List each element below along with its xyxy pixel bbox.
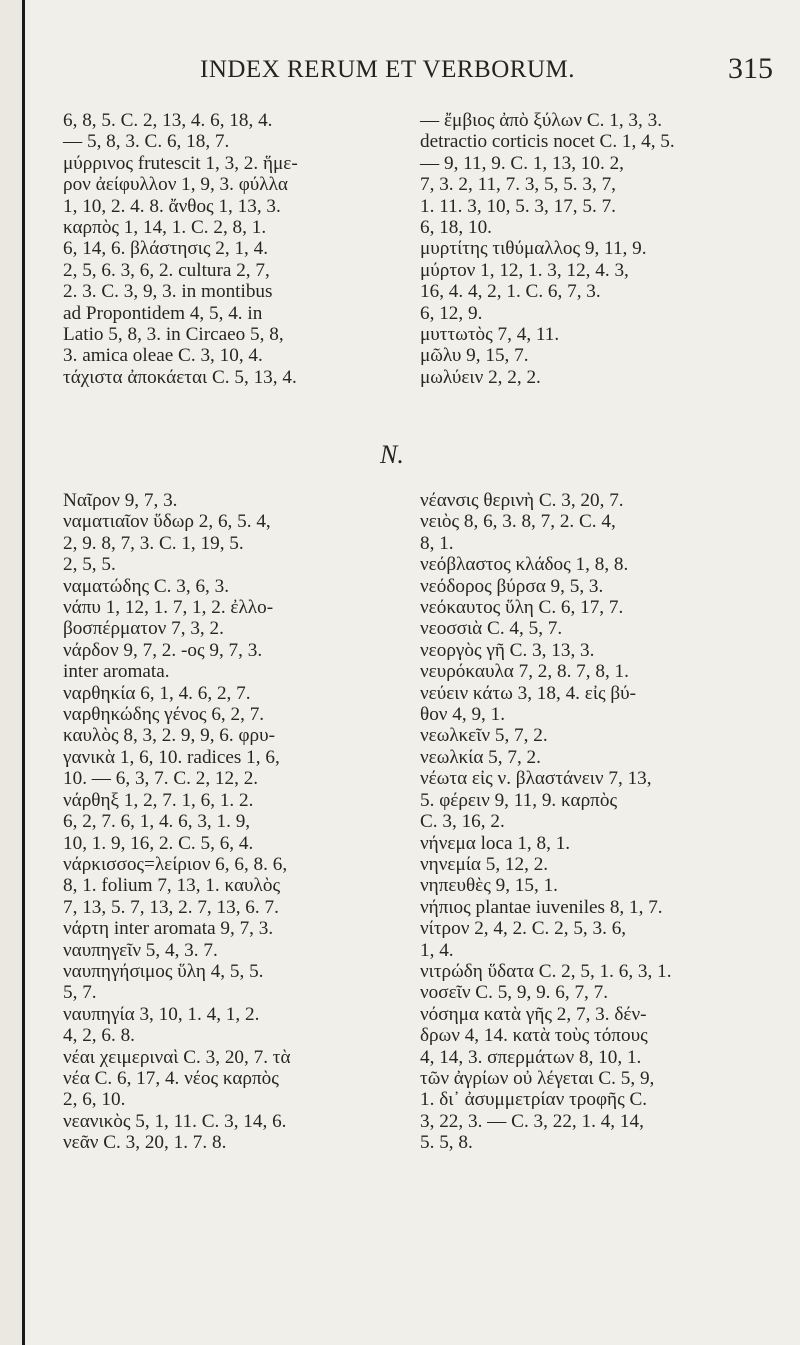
index-line: νηπευθὲς 9, 15, 1.	[420, 875, 558, 897]
index-line: 2, 5, 5.	[63, 554, 116, 576]
index-line: ναυπηγήσιμος ὕλη 4, 5, 5.	[63, 960, 264, 982]
index-line: 3, 22, 3. — C. 3, 22, 1. 4, 14,	[420, 1110, 644, 1132]
index-line: 5. 5, 8.	[420, 1132, 473, 1154]
index-line: νόσημα κατὰ γῆς 2, 7, 3. δέν-	[420, 1003, 647, 1025]
bottom-left-column	[63, 490, 383, 1154]
index-line: νεανικὸς 5, 1, 11. C. 3, 14, 6.	[63, 1110, 287, 1132]
index-line: — ἔμβιος ἀπὸ ξύλων C. 1, 3, 3.	[420, 110, 662, 131]
running-title: INDEX RERUM ET VERBORUM.	[200, 56, 575, 83]
index-line: ναρθηκώδης γένος 6, 2, 7.	[63, 704, 265, 726]
index-line: μύρρινος frutescit 1, 3, 2. ἥμε-	[63, 152, 298, 174]
index-line: μυττωτὸς 7, 4, 11.	[420, 324, 560, 346]
index-line: 6, 14, 6. βλάστησις 2, 1, 4.	[63, 238, 269, 260]
index-line: Latio 5, 8, 3. in Circaeo 5, 8,	[63, 324, 284, 346]
index-line: νίτρον 2, 4, 2. C. 2, 5, 3. 6,	[420, 918, 627, 940]
index-line: θον 4, 9, 1.	[420, 704, 506, 726]
index-line: ρον ἀείφυλλον 1, 9, 3. φύλλα	[63, 174, 288, 196]
index-line: 7, 3. 2, 11, 7. 3, 5, 5. 3, 7,	[420, 174, 616, 196]
index-line: 5, 7.	[63, 982, 97, 1004]
index-line: νεωλκία 5, 7, 2.	[420, 746, 541, 768]
index-line: detractio corticis nocet C. 1, 4, 5.	[420, 131, 675, 153]
index-line: νειὸς 8, 6, 3. 8, 7, 2. C. 4,	[420, 511, 616, 533]
index-line: 4, 2, 6. 8.	[63, 1025, 135, 1047]
top-right-column	[420, 110, 780, 388]
index-line: 10, 1. 9, 16, 2. C. 5, 6, 4.	[63, 832, 254, 854]
index-line: 6, 12, 9.	[420, 302, 483, 324]
index-line: νέαι χειμεριναὶ C. 3, 20, 7. τὰ	[63, 1046, 291, 1068]
index-line: ναυπηγία 3, 10, 1. 4, 1, 2.	[63, 1003, 260, 1025]
index-line: γανικὰ 1, 6, 10. radices 1, 6,	[63, 746, 280, 768]
index-line: 3. amica oleae C. 3, 10, 4.	[63, 345, 263, 367]
index-line: ναυπηγεῖν 5, 4, 3. 7.	[63, 939, 218, 961]
index-line: ναματώδης C. 3, 6, 3.	[63, 575, 230, 597]
index-line: νάρθηξ 1, 2, 7. 1, 6, 1. 2.	[63, 789, 254, 811]
index-line: μωλύειν 2, 2, 2.	[420, 366, 541, 388]
index-line: 8, 1.	[420, 532, 454, 554]
index-line: 16, 4. 4, 2, 1. C. 6, 7, 3.	[420, 281, 601, 303]
index-line: μύρτον 1, 12, 1. 3, 12, 4. 3,	[420, 259, 629, 281]
index-line: 1. δι᾽ ἀσυμμετρίαν τροφῆς C.	[420, 1089, 648, 1111]
index-line: μυρτίτης τιθύμαλλος 9, 11, 9.	[420, 238, 647, 260]
index-line: νηνεμία 5, 12, 2.	[420, 853, 549, 875]
index-line: νεοσσιὰ C. 4, 5, 7.	[420, 618, 563, 640]
index-line: 2, 5, 6. 3, 6, 2. cultura 2, 7,	[63, 259, 270, 281]
index-line: 6, 18, 10.	[420, 217, 492, 239]
index-line: — 5, 8, 3. C. 6, 18, 7.	[63, 131, 230, 153]
index-line: 1. 11. 3, 10, 5. 3, 17, 5. 7.	[420, 195, 616, 217]
index-line: 1, 10, 2. 4. 8. ἄνθος 1, 13, 3.	[63, 195, 281, 217]
page-header	[25, 50, 800, 90]
section-letter: N.	[380, 440, 404, 469]
index-line: καρπὸς 1, 14, 1. C. 2, 8, 1.	[63, 217, 267, 239]
top-left-column	[63, 110, 383, 388]
index-line: νέωτα εἰς ν. βλαστάνειν 7, 13,	[420, 768, 652, 790]
index-line: 2, 9. 8, 7, 3. C. 1, 19, 5.	[63, 532, 244, 554]
index-line: μῶλυ 9, 15, 7.	[420, 345, 529, 367]
index-line: νεόδορος βύρσα 9, 5, 3.	[420, 575, 604, 597]
index-line: — 9, 11, 9. C. 1, 13, 10. 2,	[420, 152, 624, 174]
page-number: 315	[728, 52, 773, 85]
index-line: νευρόκαυλα 7, 2, 8. 7, 8, 1.	[420, 661, 629, 683]
book-page	[22, 0, 800, 1345]
index-line: ναρθηκία 6, 1, 4. 6, 2, 7.	[63, 682, 251, 704]
index-line: δρων 4, 14. κατὰ τοὺς τόπους	[420, 1025, 648, 1047]
index-line: 6, 2, 7. 6, 1, 4. 6, 3, 1. 9,	[63, 811, 251, 833]
index-line: 8, 1. folium 7, 13, 1. καυλὸς	[63, 875, 281, 897]
index-line: καυλὸς 8, 3, 2. 9, 9, 6. φρυ-	[63, 725, 276, 747]
index-line: τῶν ἀγρίων οὐ λέγεται C. 5, 9,	[420, 1067, 655, 1089]
index-line: 2. 3. C. 3, 9, 3. in montibus	[63, 281, 273, 303]
index-line: νεοργὸς γῆ C. 3, 13, 3.	[420, 639, 595, 661]
index-line: νήπιος plantae iuveniles 8, 1, 7.	[420, 896, 663, 918]
index-line: Ναῖρον 9, 7, 3.	[63, 490, 178, 511]
index-line: νέανσις θερινὴ C. 3, 20, 7.	[420, 490, 624, 511]
index-line: νεᾶν C. 3, 20, 1. 7. 8.	[63, 1132, 227, 1154]
index-line: νήνεμα loca 1, 8, 1.	[420, 832, 571, 854]
index-line: νάρκισσος=λείριον 6, 6, 8. 6,	[63, 853, 288, 875]
index-line: 7, 13, 5. 7, 13, 2. 7, 13, 6. 7.	[63, 896, 279, 918]
index-line: C. 3, 16, 2.	[420, 811, 505, 833]
index-line: 1, 4.	[420, 939, 454, 961]
index-line: νάπυ 1, 12, 1. 7, 1, 2. ἐλλο-	[63, 597, 274, 619]
index-line: 6, 8, 5. C. 2, 13, 4. 6, 18, 4.	[63, 110, 273, 131]
index-line: νάρδον 9, 7, 2. -ος 9, 7, 3.	[63, 639, 263, 661]
index-line: τάχιστα ἀποκάεται C. 5, 13, 4.	[63, 366, 297, 388]
index-line: νεόκαυτος ὕλη C. 6, 17, 7.	[420, 597, 624, 619]
index-line: βοσπέρματον 7, 3, 2.	[63, 618, 224, 640]
index-line: ναματιαῖον ὕδωρ 2, 6, 5. 4,	[63, 511, 271, 533]
index-line: 4, 14, 3. σπερμάτων 8, 10, 1.	[420, 1046, 642, 1068]
index-line: 5. φέρειν 9, 11, 9. καρπὸς	[420, 789, 618, 811]
index-line: νεόβλαστος κλάδος 1, 8, 8.	[420, 554, 629, 576]
index-line: νεύειν κάτω 3, 18, 4. εἰς βύ-	[420, 682, 637, 704]
index-line: ad Propontidem 4, 5, 4. in	[63, 302, 263, 324]
bottom-right-column	[420, 490, 780, 1154]
index-line: νοσεῖν C. 5, 9, 9. 6, 7, 7.	[420, 982, 609, 1004]
index-line: 10. — 6, 3, 7. C. 2, 12, 2.	[63, 768, 259, 790]
index-line: inter aromata.	[63, 661, 170, 683]
index-line: νεωλκεῖν 5, 7, 2.	[420, 725, 548, 747]
index-line: νιτρώδη ὕδατα C. 2, 5, 1. 6, 3, 1.	[420, 960, 672, 982]
index-line: νάρτη inter aromata 9, 7, 3.	[63, 918, 274, 940]
index-line: νέα C. 6, 17, 4. νέος καρπὸς	[63, 1067, 279, 1089]
index-line: 2, 6, 10.	[63, 1089, 126, 1111]
